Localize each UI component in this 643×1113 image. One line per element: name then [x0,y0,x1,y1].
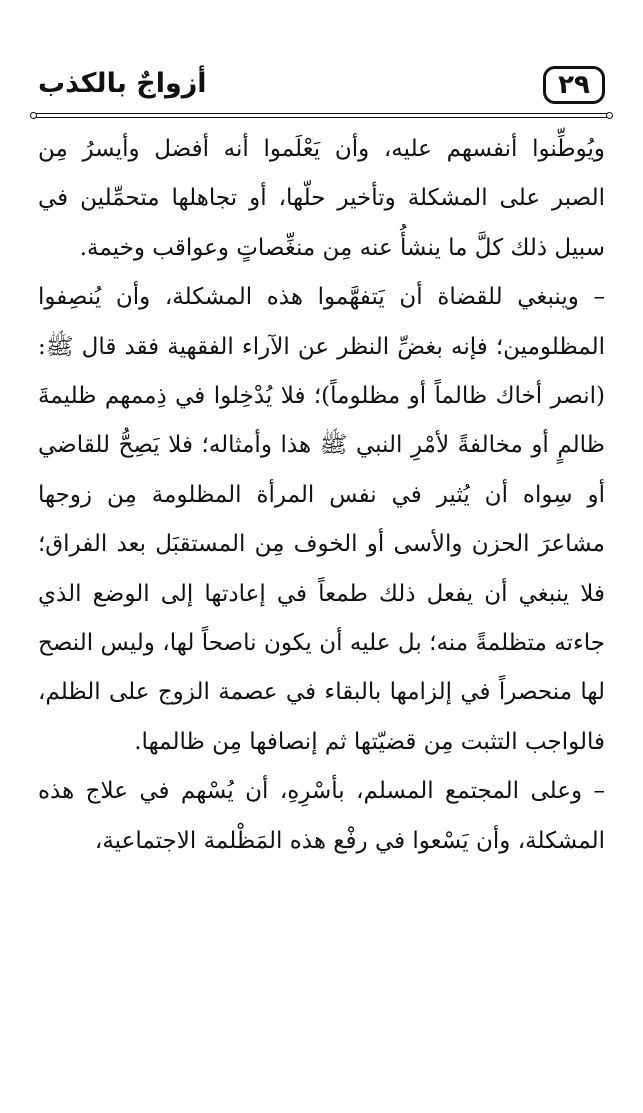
page-body [38,125,605,866]
paragraph: – وينبغي للقضاة أن يَتفهَّموا هذه المشكلة، وأن يُنصِفوا المظلومين؛ فإنه بغضِّ النظر عن الآراء الفقهية فقد قال ﷺ: (انصر أخاك ظالماً أو مظلوماً)؛ فلا يُدْخِلوا في ذِممهم ظليمةَ ظالمٍ أو مخالفةً لأمْرِ النبي ﷺ هذا وأمثاله؛ فلا يَصِحُّ للقاضي أو سِواه أن يُثير في نفس المرأة المظلومة مِن زوجها مشاعرَ الحزن والأسى أو الخوف مِن المستقبَل بعد الفراق؛ فلا ينبغي أن يفعل ذلك طمعاً في إعادتها إلى الوضع الذي جاءته متظلمةً منه؛ بل عليه أن يكون ناصحاً لها، وليس النصح لها منحصراً في إلزامها بالبقاء في عصمة الزوج على الظلم، فالواجب التثبت مِن قضيّتها ثم إنصافها مِن ظالمها. [38,284,605,755]
paragraph: ويُوطِّنوا أنفسهم عليه، وأن يَعْلَموا أنه أفضل وأيسرُ مِن الصبر على المشكلة وتأخير حلّها، أو تجاهلها متحمِّلين في سبيل ذلك كلَّ ما ينشأُ عنه مِن منغِّصاتٍ وعواقب وخيمة. [38,136,605,261]
header-divider [30,113,613,119]
ornament-dot [606,112,613,119]
page-number: ٢٩ [543,66,605,104]
running-title: أزواجٌ بالكذب [38,68,207,99]
paragraph: – وعلى المجتمع المسلم، بأسْرِهِ، أن يُسْهم في علاج هذه المشكلة، وأن يَسْعوا في رفْع هذه المَظْلمة الاجتماعية، [38,778,605,854]
page-header [30,62,605,112]
